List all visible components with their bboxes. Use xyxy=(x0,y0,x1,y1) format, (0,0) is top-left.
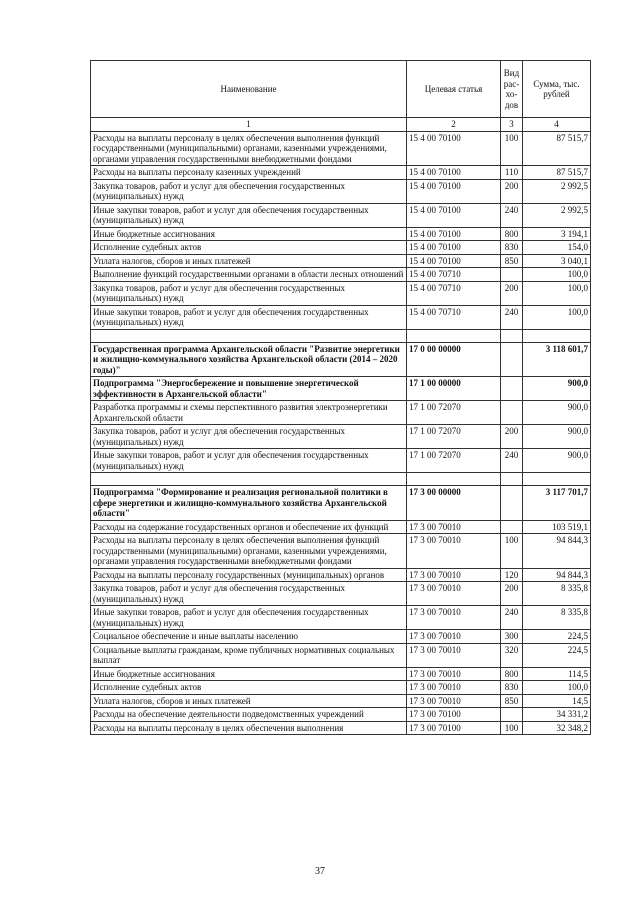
cell-target-article: 15 4 00 70710 xyxy=(407,305,501,329)
cell-sum: 94 844,3 xyxy=(523,568,591,582)
cell-name: Расходы на выплаты персоналу в целях обеспечения выполнения функций государственными (муниципальными) органами, казенными учреждениями, органами управления государственными внебюджетными фондами xyxy=(91,534,407,569)
table-row xyxy=(91,241,591,255)
table-row xyxy=(91,486,591,521)
table-row xyxy=(91,708,591,722)
cell-sum: 900,0 xyxy=(523,449,591,473)
cell-name: Закупка товаров, работ и услуг для обеспечения государственных (муниципальных) нужд xyxy=(91,179,407,203)
empty-cell xyxy=(523,473,591,486)
cell-expense-type: 200 xyxy=(501,179,523,203)
cell-target-article: 17 1 00 72070 xyxy=(407,449,501,473)
cell-expense-type: 110 xyxy=(501,166,523,180)
cell-name: Социальное обеспечение и иные выплаты населению xyxy=(91,630,407,644)
cell-sum: 34 331,2 xyxy=(523,708,591,722)
cell-expense-type: 200 xyxy=(501,582,523,606)
cell-name: Подпрограмма "Формирование и реализация региональной политики в сфере энергетики и жилищно-коммунального хозяйства Архангельской области" xyxy=(91,486,407,521)
cell-target-article: 17 3 00 70010 xyxy=(407,568,501,582)
cell-sum: 224,5 xyxy=(523,643,591,667)
cell-target-article: 17 3 00 70010 xyxy=(407,582,501,606)
cell-expense-type xyxy=(501,708,523,722)
cell-name: Иные закупки товаров, работ и услуг для обеспечения государственных (муниципальных) нужд xyxy=(91,449,407,473)
cell-sum: 100,0 xyxy=(523,281,591,305)
cell-sum: 8 335,8 xyxy=(523,582,591,606)
table-row xyxy=(91,254,591,268)
cell-name: Закупка товаров, работ и услуг для обеспечения государственных (муниципальных) нужд xyxy=(91,582,407,606)
cell-sum: 224,5 xyxy=(523,630,591,644)
cell-name: Иные бюджетные ассигнования xyxy=(91,227,407,241)
spacer-row xyxy=(91,473,591,486)
cell-sum: 3 040,1 xyxy=(523,254,591,268)
cell-sum: 87 515,7 xyxy=(523,131,591,166)
table-row xyxy=(91,449,591,473)
table-row xyxy=(91,630,591,644)
table-row xyxy=(91,281,591,305)
cell-sum: 8 335,8 xyxy=(523,606,591,630)
cell-sum: 3 117 701,7 xyxy=(523,486,591,521)
cell-sum: 103 519,1 xyxy=(523,520,591,534)
table-row xyxy=(91,520,591,534)
header-row xyxy=(91,61,591,118)
table-row xyxy=(91,227,591,241)
table-row xyxy=(91,342,591,377)
cell-expense-type: 830 xyxy=(501,241,523,255)
cell-target-article: 17 1 00 72070 xyxy=(407,401,501,425)
table-row xyxy=(91,305,591,329)
cell-expense-type: 830 xyxy=(501,681,523,695)
cell-sum: 94 844,3 xyxy=(523,534,591,569)
table-row xyxy=(91,721,591,735)
cell-expense-type: 100 xyxy=(501,534,523,569)
cell-name: Расходы на выплаты персоналу в целях обеспечения выполнения xyxy=(91,721,407,735)
cell-name: Уплата налогов, сборов и иных платежей xyxy=(91,254,407,268)
column-number: 1 xyxy=(91,118,407,132)
cell-target-article: 17 3 00 70010 xyxy=(407,681,501,695)
cell-expense-type xyxy=(501,268,523,282)
cell-target-article: 17 0 00 00000 xyxy=(407,342,501,377)
cell-sum: 2 992,5 xyxy=(523,203,591,227)
cell-sum: 3 194,1 xyxy=(523,227,591,241)
budget-table xyxy=(90,60,591,735)
table-row xyxy=(91,568,591,582)
cell-target-article: 15 4 00 70100 xyxy=(407,227,501,241)
cell-expense-type: 240 xyxy=(501,449,523,473)
cell-expense-type: 300 xyxy=(501,630,523,644)
cell-target-article: 17 3 00 70010 xyxy=(407,643,501,667)
cell-sum: 900,0 xyxy=(523,401,591,425)
cell-name: Расходы на выплаты персоналу в целях обеспечения выполнения функций государственными (муниципальными) органами, казенными учреждениями, органами управления государственными внебюджетными фондами xyxy=(91,131,407,166)
cell-name: Иные закупки товаров, работ и услуг для обеспечения государственных (муниципальных) нужд xyxy=(91,203,407,227)
column-number: 4 xyxy=(523,118,591,132)
cell-sum: 14,5 xyxy=(523,694,591,708)
table-row xyxy=(91,694,591,708)
cell-target-article: 15 4 00 70100 xyxy=(407,166,501,180)
cell-sum: 900,0 xyxy=(523,377,591,401)
table-row xyxy=(91,667,591,681)
cell-target-article: 17 3 00 00000 xyxy=(407,486,501,521)
table-row xyxy=(91,166,591,180)
cell-name: Закупка товаров, работ и услуг для обеспечения государственных (муниципальных) нужд xyxy=(91,281,407,305)
cell-target-article: 17 3 00 70010 xyxy=(407,630,501,644)
empty-cell xyxy=(501,329,523,342)
cell-target-article: 17 3 00 70100 xyxy=(407,721,501,735)
cell-name: Подпрограмма "Энергосбережение и повышение энергетической эффективности в Архангельской области" xyxy=(91,377,407,401)
header-sum: Сумма, тыс. рублей xyxy=(523,61,591,118)
cell-name: Расходы на выплаты персоналу казенных учреждений xyxy=(91,166,407,180)
cell-expense-type: 800 xyxy=(501,667,523,681)
cell-expense-type xyxy=(501,401,523,425)
cell-name: Закупка товаров, работ и услуг для обеспечения государственных (муниципальных) нужд xyxy=(91,425,407,449)
empty-cell xyxy=(407,329,501,342)
table-row xyxy=(91,582,591,606)
empty-cell xyxy=(91,329,407,342)
cell-target-article: 17 3 00 70010 xyxy=(407,694,501,708)
cell-target-article: 17 3 00 70010 xyxy=(407,606,501,630)
table-body xyxy=(91,131,591,735)
column-number: 2 xyxy=(407,118,501,132)
table-row xyxy=(91,425,591,449)
cell-expense-type: 200 xyxy=(501,425,523,449)
cell-target-article: 15 4 00 70100 xyxy=(407,131,501,166)
cell-target-article: 15 4 00 70100 xyxy=(407,254,501,268)
cell-expense-type: 240 xyxy=(501,203,523,227)
cell-sum: 2 992,5 xyxy=(523,179,591,203)
cell-name: Социальные выплаты гражданам, кроме публичных нормативных социальных выплат xyxy=(91,643,407,667)
cell-name: Иные закупки товаров, работ и услуг для обеспечения государственных (муниципальных) нужд xyxy=(91,305,407,329)
cell-expense-type: 100 xyxy=(501,131,523,166)
cell-name: Исполнение судебных актов xyxy=(91,241,407,255)
table-row xyxy=(91,534,591,569)
cell-name: Расходы на выплаты персоналу государственных (муниципальных) органов xyxy=(91,568,407,582)
cell-target-article: 15 4 00 70710 xyxy=(407,268,501,282)
empty-cell xyxy=(523,329,591,342)
cell-target-article: 15 4 00 70710 xyxy=(407,281,501,305)
empty-cell xyxy=(501,473,523,486)
cell-expense-type: 800 xyxy=(501,227,523,241)
empty-cell xyxy=(407,473,501,486)
cell-expense-type: 850 xyxy=(501,694,523,708)
cell-sum: 87 515,7 xyxy=(523,166,591,180)
header-expense-type: Вид рас-хо-дов xyxy=(501,61,523,118)
cell-expense-type: 100 xyxy=(501,721,523,735)
cell-sum: 114,5 xyxy=(523,667,591,681)
cell-expense-type: 850 xyxy=(501,254,523,268)
cell-target-article: 15 4 00 70100 xyxy=(407,203,501,227)
table-row xyxy=(91,643,591,667)
empty-cell xyxy=(91,473,407,486)
spacer-row xyxy=(91,329,591,342)
cell-expense-type: 240 xyxy=(501,305,523,329)
cell-target-article: 15 4 00 70100 xyxy=(407,241,501,255)
table-row xyxy=(91,401,591,425)
cell-expense-type xyxy=(501,486,523,521)
header-name: Наименование xyxy=(91,61,407,118)
cell-name: Расходы на содержание государственных органов и обеспечение их функций xyxy=(91,520,407,534)
table-row xyxy=(91,179,591,203)
column-number-row xyxy=(91,118,591,132)
cell-name: Уплата налогов, сборов и иных платежей xyxy=(91,694,407,708)
cell-name: Выполнение функций государственными органами в области лесных отношений xyxy=(91,268,407,282)
cell-sum: 154,0 xyxy=(523,241,591,255)
cell-expense-type: 320 xyxy=(501,643,523,667)
column-number: 3 xyxy=(501,118,523,132)
cell-sum: 3 118 601,7 xyxy=(523,342,591,377)
cell-sum: 900,0 xyxy=(523,425,591,449)
cell-expense-type: 240 xyxy=(501,606,523,630)
table-row xyxy=(91,268,591,282)
table-row xyxy=(91,203,591,227)
table-row xyxy=(91,377,591,401)
table-row xyxy=(91,681,591,695)
header-target-article: Целевая статья xyxy=(407,61,501,118)
cell-name: Исполнение судебных актов xyxy=(91,681,407,695)
cell-expense-type xyxy=(501,342,523,377)
cell-target-article: 17 3 00 70100 xyxy=(407,708,501,722)
cell-sum: 100,0 xyxy=(523,681,591,695)
cell-sum: 100,0 xyxy=(523,268,591,282)
table-row xyxy=(91,606,591,630)
cell-target-article: 17 1 00 72070 xyxy=(407,425,501,449)
cell-name: Иные закупки товаров, работ и услуг для обеспечения государственных (муниципальных) нужд xyxy=(91,606,407,630)
cell-target-article: 17 3 00 70010 xyxy=(407,520,501,534)
table-row xyxy=(91,131,591,166)
cell-expense-type: 120 xyxy=(501,568,523,582)
cell-sum: 32 348,2 xyxy=(523,721,591,735)
cell-target-article: 15 4 00 70100 xyxy=(407,179,501,203)
cell-name: Государственная программа Архангельской области "Развитие энергетики и жилищно-коммунального хозяйства Архангельской области (2014 – 2020 годы)" xyxy=(91,342,407,377)
cell-expense-type xyxy=(501,520,523,534)
cell-expense-type: 200 xyxy=(501,281,523,305)
page-number: 37 xyxy=(315,866,325,877)
cell-target-article: 17 3 00 70010 xyxy=(407,534,501,569)
cell-target-article: 17 3 00 70010 xyxy=(407,667,501,681)
cell-sum: 100,0 xyxy=(523,305,591,329)
cell-target-article: 17 1 00 00000 xyxy=(407,377,501,401)
cell-name: Расходы на обеспечение деятельности подведомственных учреждений xyxy=(91,708,407,722)
cell-expense-type xyxy=(501,377,523,401)
cell-name: Разработка программы и схемы перспективного развития электроэнергетики Архангельской области xyxy=(91,401,407,425)
cell-name: Иные бюджетные ассигнования xyxy=(91,667,407,681)
